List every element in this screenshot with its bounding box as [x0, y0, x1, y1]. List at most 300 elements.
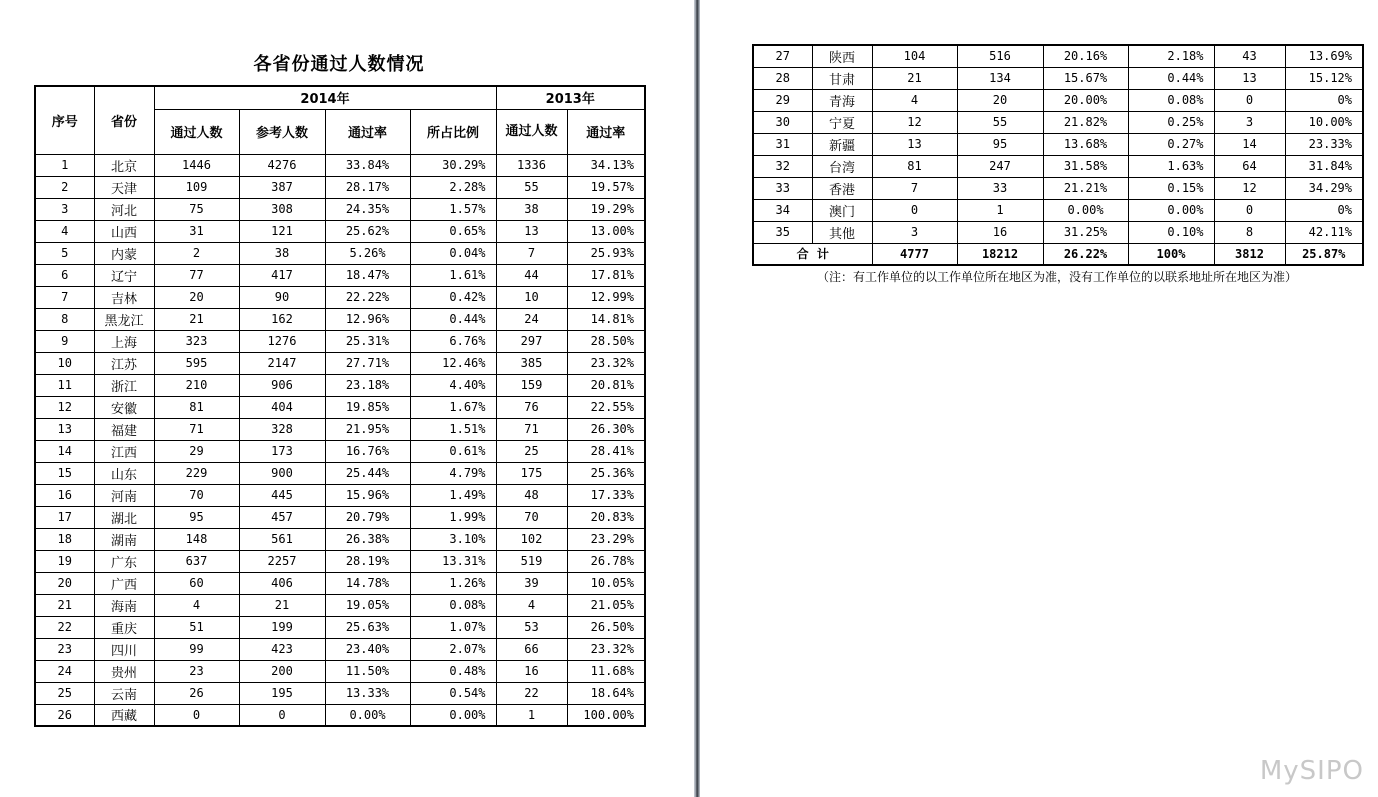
table-row — [35, 220, 645, 242]
cell-pass-rate: 14.78% — [325, 572, 410, 594]
cell-pass-rate: 25.62% — [325, 220, 410, 242]
cell-passed: 51 — [154, 616, 239, 638]
cell-pass-rate-2013: 14.81% — [567, 308, 645, 330]
cell-seq: 19 — [35, 550, 94, 572]
cell-share: 30.29% — [410, 154, 496, 176]
cell-pass-rate-2013: 19.29% — [567, 198, 645, 220]
cell-passed: 60 — [154, 572, 239, 594]
cell-seq: 17 — [35, 506, 94, 528]
cell-seq: 21 — [35, 594, 94, 616]
page-divider — [694, 0, 700, 797]
cell-passed: 20 — [154, 286, 239, 308]
cell-province: 其他 — [812, 221, 872, 243]
cell-pass-rate-2013: 23.32% — [567, 638, 645, 660]
table-row — [35, 638, 645, 660]
cell-participants: 95 — [957, 133, 1043, 155]
total-pass-rate: 26.22% — [1043, 243, 1128, 265]
cell-passed: 0 — [872, 199, 957, 221]
cell-pass-rate-2013: 15.12% — [1285, 67, 1363, 89]
cell-pass-rate-2013: 34.29% — [1285, 177, 1363, 199]
table-row — [753, 199, 1363, 221]
cell-seq: 6 — [35, 264, 94, 286]
cell-share: 0.15% — [1128, 177, 1214, 199]
cell-pass-rate-2013: 17.33% — [567, 484, 645, 506]
cell-province: 重庆 — [94, 616, 154, 638]
cell-passed: 4 — [154, 594, 239, 616]
table-row — [35, 594, 645, 616]
cell-passed: 109 — [154, 176, 239, 198]
cell-passed: 81 — [872, 155, 957, 177]
cell-pass-rate-2013: 10.05% — [567, 572, 645, 594]
table-row — [35, 528, 645, 550]
cell-pass-rate: 33.84% — [325, 154, 410, 176]
cell-passed-2013: 385 — [496, 352, 567, 374]
cell-seq: 33 — [753, 177, 812, 199]
cell-province: 新疆 — [812, 133, 872, 155]
cell-participants: 457 — [239, 506, 325, 528]
cell-pass-rate: 19.05% — [325, 594, 410, 616]
cell-share: 0.08% — [1128, 89, 1214, 111]
province-table-right — [752, 44, 1364, 266]
table-row — [35, 682, 645, 704]
cell-passed-2013: 43 — [1214, 45, 1285, 67]
cell-participants: 247 — [957, 155, 1043, 177]
cell-province: 吉林 — [94, 286, 154, 308]
table-row — [753, 221, 1363, 243]
cell-seq: 15 — [35, 462, 94, 484]
cell-share: 4.40% — [410, 374, 496, 396]
cell-passed-2013: 38 — [496, 198, 567, 220]
cell-province: 台湾 — [812, 155, 872, 177]
cell-share: 1.61% — [410, 264, 496, 286]
cell-passed-2013: 10 — [496, 286, 567, 308]
cell-seq: 7 — [35, 286, 94, 308]
cell-share: 0.25% — [1128, 111, 1214, 133]
cell-pass-rate-2013: 28.41% — [567, 440, 645, 462]
table-row — [35, 198, 645, 220]
cell-seq: 30 — [753, 111, 812, 133]
cell-passed-2013: 0 — [1214, 89, 1285, 111]
cell-province: 西藏 — [94, 704, 154, 726]
cell-participants: 121 — [239, 220, 325, 242]
cell-pass-rate-2013: 23.32% — [567, 352, 645, 374]
cell-pass-rate-2013: 25.36% — [567, 462, 645, 484]
cell-seq: 8 — [35, 308, 94, 330]
cell-passed-2013: 55 — [496, 176, 567, 198]
header-pass-rate: 通过率 — [325, 109, 410, 154]
cell-seq: 14 — [35, 440, 94, 462]
cell-participants: 20 — [957, 89, 1043, 111]
cell-pass-rate-2013: 13.69% — [1285, 45, 1363, 67]
cell-seq: 20 — [35, 572, 94, 594]
cell-share: 1.51% — [410, 418, 496, 440]
table-row — [35, 660, 645, 682]
total-passed-2013: 3812 — [1214, 243, 1285, 265]
header-passed-2013: 通过人数 — [496, 109, 567, 154]
cell-pass-rate: 21.21% — [1043, 177, 1128, 199]
cell-passed-2013: 39 — [496, 572, 567, 594]
cell-passed: 12 — [872, 111, 957, 133]
cell-participants: 406 — [239, 572, 325, 594]
cell-participants: 404 — [239, 396, 325, 418]
total-share: 100% — [1128, 243, 1214, 265]
cell-pass-rate-2013: 22.55% — [567, 396, 645, 418]
cell-passed-2013: 297 — [496, 330, 567, 352]
cell-pass-rate: 16.76% — [325, 440, 410, 462]
cell-seq: 3 — [35, 198, 94, 220]
cell-province: 陕西 — [812, 45, 872, 67]
table-row — [35, 352, 645, 374]
cell-passed-2013: 1 — [496, 704, 567, 726]
cell-seq: 18 — [35, 528, 94, 550]
total-pass-rate-2013: 25.87% — [1285, 243, 1363, 265]
cell-participants: 55 — [957, 111, 1043, 133]
cell-participants: 0 — [239, 704, 325, 726]
cell-participants: 199 — [239, 616, 325, 638]
cell-seq: 29 — [753, 89, 812, 111]
cell-passed: 3 — [872, 221, 957, 243]
cell-passed-2013: 12 — [1214, 177, 1285, 199]
table-row — [35, 704, 645, 726]
cell-passed: 637 — [154, 550, 239, 572]
cell-passed-2013: 14 — [1214, 133, 1285, 155]
table-row — [35, 572, 645, 594]
cell-passed-2013: 0 — [1214, 199, 1285, 221]
cell-province: 江苏 — [94, 352, 154, 374]
header-participants: 参考人数 — [239, 109, 325, 154]
cell-participants: 328 — [239, 418, 325, 440]
cell-province: 天津 — [94, 176, 154, 198]
cell-participants: 516 — [957, 45, 1043, 67]
cell-province: 福建 — [94, 418, 154, 440]
cell-seq: 26 — [35, 704, 94, 726]
cell-province: 河北 — [94, 198, 154, 220]
cell-province: 辽宁 — [94, 264, 154, 286]
cell-pass-rate: 20.16% — [1043, 45, 1128, 67]
cell-seq: 31 — [753, 133, 812, 155]
cell-passed: 81 — [154, 396, 239, 418]
cell-province: 湖北 — [94, 506, 154, 528]
cell-passed: 148 — [154, 528, 239, 550]
cell-participants: 90 — [239, 286, 325, 308]
cell-province: 广西 — [94, 572, 154, 594]
watermark-logo: MySIPO — [1259, 756, 1364, 786]
cell-province: 上海 — [94, 330, 154, 352]
cell-pass-rate: 11.50% — [325, 660, 410, 682]
table-row — [753, 111, 1363, 133]
cell-pass-rate-2013: 26.78% — [567, 550, 645, 572]
cell-pass-rate: 13.33% — [325, 682, 410, 704]
cell-passed-2013: 4 — [496, 594, 567, 616]
cell-passed-2013: 70 — [496, 506, 567, 528]
cell-pass-rate-2013: 19.57% — [567, 176, 645, 198]
cell-participants: 417 — [239, 264, 325, 286]
cell-passed-2013: 44 — [496, 264, 567, 286]
total-passed: 4777 — [872, 243, 957, 265]
table-row — [35, 308, 645, 330]
cell-pass-rate: 19.85% — [325, 396, 410, 418]
cell-passed-2013: 1336 — [496, 154, 567, 176]
table-row — [753, 89, 1363, 111]
table-row — [35, 396, 645, 418]
table-row — [35, 506, 645, 528]
cell-passed: 26 — [154, 682, 239, 704]
cell-province: 浙江 — [94, 374, 154, 396]
table-row — [753, 133, 1363, 155]
cell-seq: 13 — [35, 418, 94, 440]
table-row — [35, 462, 645, 484]
cell-pass-rate: 0.00% — [1043, 199, 1128, 221]
cell-passed: 23 — [154, 660, 239, 682]
cell-seq: 22 — [35, 616, 94, 638]
cell-province: 湖南 — [94, 528, 154, 550]
cell-pass-rate: 20.79% — [325, 506, 410, 528]
cell-pass-rate-2013: 31.84% — [1285, 155, 1363, 177]
header-year-2014: 2014年 — [154, 86, 496, 109]
cell-pass-rate-2013: 17.81% — [567, 264, 645, 286]
cell-pass-rate-2013: 13.00% — [567, 220, 645, 242]
cell-share: 0.10% — [1128, 221, 1214, 243]
cell-passed-2013: 64 — [1214, 155, 1285, 177]
header-year-2013: 2013年 — [496, 86, 645, 109]
cell-passed-2013: 53 — [496, 616, 567, 638]
cell-share: 1.26% — [410, 572, 496, 594]
cell-share: 0.00% — [1128, 199, 1214, 221]
cell-pass-rate-2013: 20.81% — [567, 374, 645, 396]
cell-passed: 0 — [154, 704, 239, 726]
cell-pass-rate: 20.00% — [1043, 89, 1128, 111]
cell-seq: 34 — [753, 199, 812, 221]
cell-province: 山东 — [94, 462, 154, 484]
header-seq: 序号 — [35, 86, 94, 154]
page-title: 各省份通过人数情况 — [253, 54, 425, 75]
cell-passed: 71 — [154, 418, 239, 440]
cell-pass-rate: 24.35% — [325, 198, 410, 220]
cell-passed: 595 — [154, 352, 239, 374]
cell-province: 河南 — [94, 484, 154, 506]
cell-pass-rate: 23.40% — [325, 638, 410, 660]
cell-province: 宁夏 — [812, 111, 872, 133]
table-row — [35, 616, 645, 638]
cell-share: 2.28% — [410, 176, 496, 198]
total-participants: 18212 — [957, 243, 1043, 265]
cell-province: 云南 — [94, 682, 154, 704]
cell-passed: 323 — [154, 330, 239, 352]
cell-seq: 16 — [35, 484, 94, 506]
cell-province: 广东 — [94, 550, 154, 572]
cell-pass-rate-2013: 100.00% — [567, 704, 645, 726]
footnote: （注：有工作单位的以工作单位所在地区为准，没有工作单位的以联系地址所在地区为准） — [816, 270, 1297, 284]
cell-participants: 906 — [239, 374, 325, 396]
cell-pass-rate-2013: 23.29% — [567, 528, 645, 550]
cell-passed-2013: 24 — [496, 308, 567, 330]
cell-participants: 423 — [239, 638, 325, 660]
cell-share: 0.44% — [410, 308, 496, 330]
cell-pass-rate-2013: 0% — [1285, 89, 1363, 111]
cell-share: 3.10% — [410, 528, 496, 550]
cell-share: 0.44% — [1128, 67, 1214, 89]
cell-pass-rate-2013: 11.68% — [567, 660, 645, 682]
cell-seq: 2 — [35, 176, 94, 198]
table-row — [35, 242, 645, 264]
cell-passed-2013: 25 — [496, 440, 567, 462]
province-table-left — [34, 85, 646, 727]
cell-pass-rate-2013: 25.93% — [567, 242, 645, 264]
cell-seq: 10 — [35, 352, 94, 374]
table-row — [753, 177, 1363, 199]
table-row — [753, 45, 1363, 67]
cell-share: 0.61% — [410, 440, 496, 462]
cell-share: 0.54% — [410, 682, 496, 704]
cell-pass-rate: 25.44% — [325, 462, 410, 484]
cell-pass-rate: 12.96% — [325, 308, 410, 330]
cell-participants: 2147 — [239, 352, 325, 374]
cell-province: 山西 — [94, 220, 154, 242]
cell-passed: 21 — [872, 67, 957, 89]
cell-pass-rate: 31.58% — [1043, 155, 1128, 177]
cell-seq: 32 — [753, 155, 812, 177]
cell-participants: 445 — [239, 484, 325, 506]
table-row — [35, 154, 645, 176]
table-row — [35, 440, 645, 462]
header-share: 所占比例 — [410, 109, 496, 154]
cell-participants: 21 — [239, 594, 325, 616]
header-passed: 通过人数 — [154, 109, 239, 154]
cell-share: 0.27% — [1128, 133, 1214, 155]
cell-share: 12.46% — [410, 352, 496, 374]
cell-province: 香港 — [812, 177, 872, 199]
cell-participants: 134 — [957, 67, 1043, 89]
table-row — [35, 264, 645, 286]
cell-pass-rate-2013: 20.83% — [567, 506, 645, 528]
cell-participants: 1 — [957, 199, 1043, 221]
cell-participants: 173 — [239, 440, 325, 462]
cell-pass-rate: 23.18% — [325, 374, 410, 396]
cell-seq: 24 — [35, 660, 94, 682]
cell-pass-rate: 25.31% — [325, 330, 410, 352]
cell-participants: 900 — [239, 462, 325, 484]
cell-share: 1.99% — [410, 506, 496, 528]
cell-participants: 33 — [957, 177, 1043, 199]
cell-seq: 27 — [753, 45, 812, 67]
cell-pass-rate: 13.68% — [1043, 133, 1128, 155]
cell-participants: 16 — [957, 221, 1043, 243]
cell-participants: 38 — [239, 242, 325, 264]
table-row — [35, 176, 645, 198]
table-row — [35, 418, 645, 440]
cell-pass-rate-2013: 21.05% — [567, 594, 645, 616]
cell-passed-2013: 16 — [496, 660, 567, 682]
cell-seq: 25 — [35, 682, 94, 704]
cell-passed: 229 — [154, 462, 239, 484]
cell-pass-rate: 21.95% — [325, 418, 410, 440]
cell-province: 江西 — [94, 440, 154, 462]
cell-seq: 23 — [35, 638, 94, 660]
cell-passed: 29 — [154, 440, 239, 462]
cell-passed: 95 — [154, 506, 239, 528]
table-row — [35, 374, 645, 396]
cell-province: 甘肃 — [812, 67, 872, 89]
cell-seq: 5 — [35, 242, 94, 264]
table-row — [753, 155, 1363, 177]
cell-passed-2013: 48 — [496, 484, 567, 506]
cell-pass-rate: 31.25% — [1043, 221, 1128, 243]
cell-passed: 21 — [154, 308, 239, 330]
cell-seq: 1 — [35, 154, 94, 176]
cell-share: 0.65% — [410, 220, 496, 242]
cell-passed: 75 — [154, 198, 239, 220]
cell-passed: 2 — [154, 242, 239, 264]
cell-province: 四川 — [94, 638, 154, 660]
cell-passed: 99 — [154, 638, 239, 660]
cell-seq: 28 — [753, 67, 812, 89]
cell-share: 1.49% — [410, 484, 496, 506]
cell-seq: 4 — [35, 220, 94, 242]
cell-passed-2013: 7 — [496, 242, 567, 264]
cell-share: 0.00% — [410, 704, 496, 726]
cell-seq: 12 — [35, 396, 94, 418]
cell-pass-rate-2013: 23.33% — [1285, 133, 1363, 155]
cell-pass-rate: 25.63% — [325, 616, 410, 638]
table-row — [35, 286, 645, 308]
cell-pass-rate-2013: 26.30% — [567, 418, 645, 440]
cell-passed: 70 — [154, 484, 239, 506]
cell-passed-2013: 66 — [496, 638, 567, 660]
cell-province: 内蒙 — [94, 242, 154, 264]
cell-passed-2013: 71 — [496, 418, 567, 440]
cell-pass-rate-2013: 10.00% — [1285, 111, 1363, 133]
cell-passed-2013: 13 — [496, 220, 567, 242]
cell-pass-rate: 15.96% — [325, 484, 410, 506]
cell-province: 海南 — [94, 594, 154, 616]
total-label: 合 计 — [753, 243, 872, 265]
cell-province: 北京 — [94, 154, 154, 176]
cell-pass-rate: 28.17% — [325, 176, 410, 198]
cell-passed: 104 — [872, 45, 957, 67]
cell-passed: 31 — [154, 220, 239, 242]
cell-pass-rate-2013: 28.50% — [567, 330, 645, 352]
cell-participants: 2257 — [239, 550, 325, 572]
cell-passed: 13 — [872, 133, 957, 155]
cell-passed-2013: 22 — [496, 682, 567, 704]
cell-province: 安徽 — [94, 396, 154, 418]
header-pass-rate-2013: 通过率 — [567, 109, 645, 154]
cell-province: 贵州 — [94, 660, 154, 682]
cell-participants: 1276 — [239, 330, 325, 352]
cell-seq: 35 — [753, 221, 812, 243]
cell-passed: 210 — [154, 374, 239, 396]
cell-participants: 387 — [239, 176, 325, 198]
cell-pass-rate: 0.00% — [325, 704, 410, 726]
cell-passed-2013: 519 — [496, 550, 567, 572]
cell-passed-2013: 175 — [496, 462, 567, 484]
cell-passed: 4 — [872, 89, 957, 111]
cell-passed-2013: 102 — [496, 528, 567, 550]
cell-pass-rate: 5.26% — [325, 242, 410, 264]
cell-province: 黑龙江 — [94, 308, 154, 330]
cell-share: 1.63% — [1128, 155, 1214, 177]
cell-participants: 4276 — [239, 154, 325, 176]
cell-passed-2013: 8 — [1214, 221, 1285, 243]
cell-pass-rate-2013: 42.11% — [1285, 221, 1363, 243]
cell-pass-rate-2013: 12.99% — [567, 286, 645, 308]
cell-share: 0.04% — [410, 242, 496, 264]
cell-province: 澳门 — [812, 199, 872, 221]
cell-share: 1.07% — [410, 616, 496, 638]
cell-pass-rate: 15.67% — [1043, 67, 1128, 89]
cell-passed: 7 — [872, 177, 957, 199]
table-row — [35, 330, 645, 352]
